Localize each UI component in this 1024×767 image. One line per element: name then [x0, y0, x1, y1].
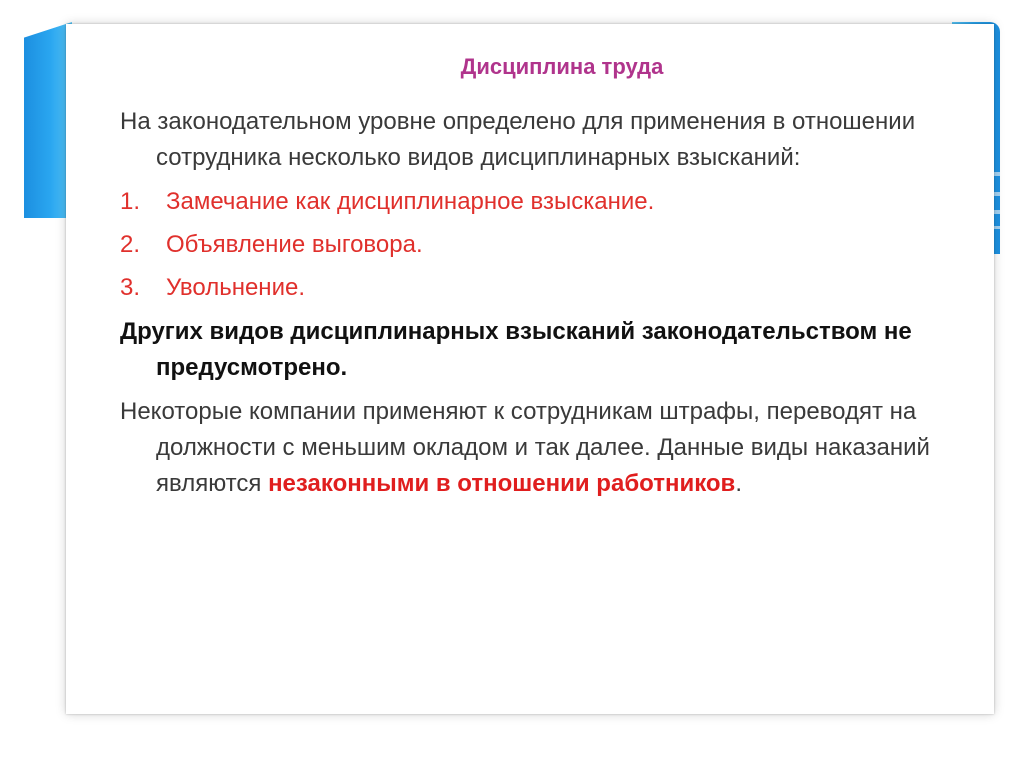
note-text: Некоторые компании применяют к сотрудникам штрафы, переводят на должности с меньшим окладом и так далее. Данные виды наказаний являются	[120, 398, 930, 497]
left-blue-tab-decoration	[24, 22, 72, 218]
penalties-list	[120, 184, 940, 306]
intro-paragraph: На законодательном уровне определено для применения в отношении сотрудника несколько видов дисциплинарных взысканий:	[120, 108, 916, 171]
list-item	[120, 184, 940, 220]
list-item	[120, 227, 940, 263]
statement-paragraph: Других видов дисциплинарных взысканий законодательством не предусмотрено.	[120, 318, 912, 381]
list-item-number: 1.	[120, 188, 141, 215]
list-item	[120, 270, 940, 306]
list-item-text: Объявление выговора.	[166, 231, 423, 258]
slide-title: Дисциплина труда	[460, 54, 664, 79]
note-paragraph	[120, 394, 940, 502]
list-item-text: Замечание как дисциплинарное взыскание.	[166, 188, 655, 215]
list-item-number: 2.	[120, 231, 141, 258]
list-item-text: Увольнение.	[166, 274, 305, 301]
list-item-number: 3.	[120, 274, 141, 301]
slide-card	[66, 24, 994, 714]
note-emphasis: незаконными в отношении работников	[268, 470, 736, 497]
note-end: .	[735, 470, 742, 497]
slide-content	[120, 104, 940, 510]
